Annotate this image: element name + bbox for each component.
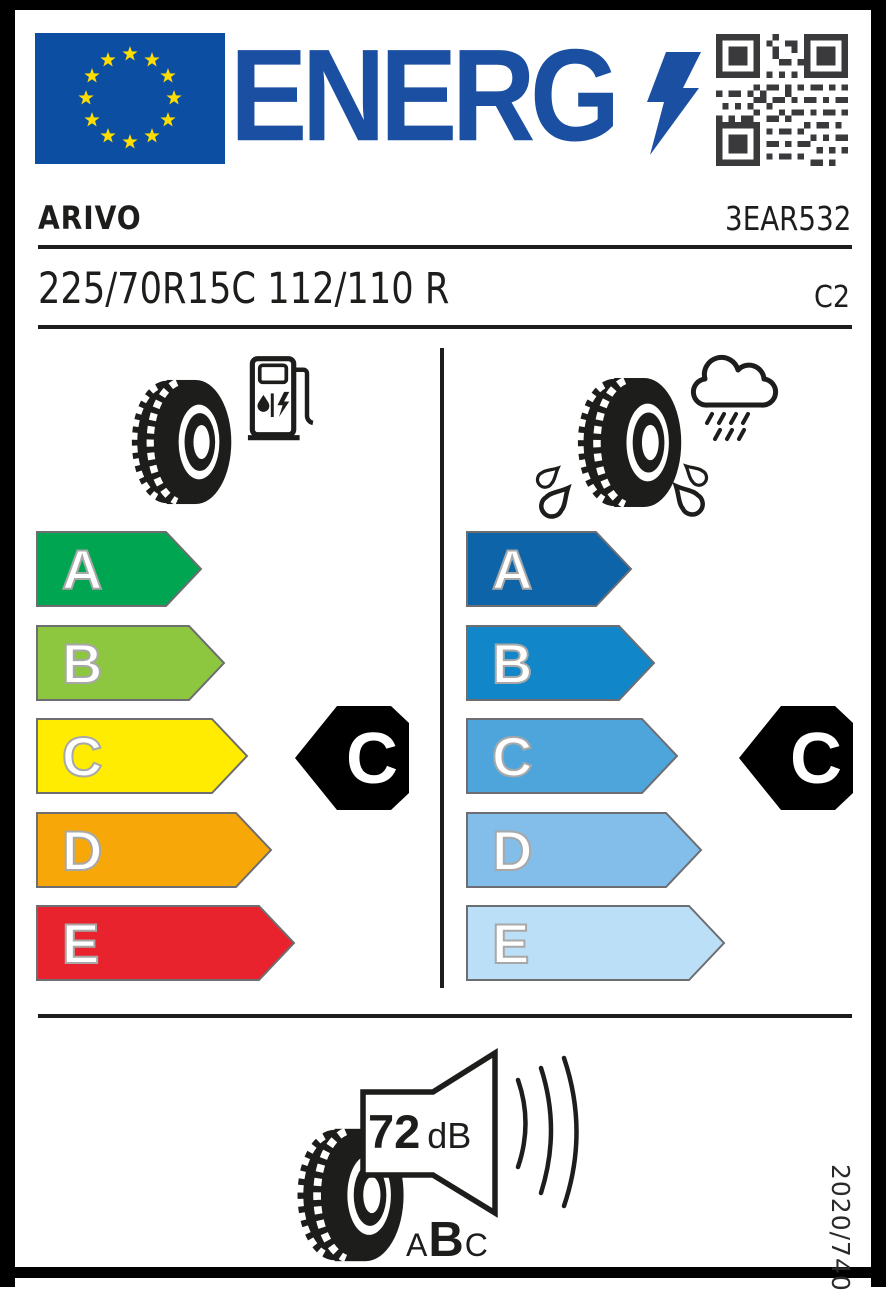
divider-rule-3 (38, 1014, 852, 1018)
fuel-grade-a-arrow (36, 531, 203, 607)
frame-left (0, 0, 15, 1287)
fuel-grade-c-arrow (36, 718, 249, 794)
noise-class-letters (406, 1212, 488, 1268)
fuel-grade-d-arrow (36, 812, 273, 888)
wet-grade-c-arrow (466, 718, 679, 794)
wet-grade-e-label: E (492, 912, 530, 975)
fuel-grade-e-label: E (62, 912, 100, 975)
energy-logo-text: ENERG (230, 21, 615, 169)
fuel-tire-icon (131, 372, 233, 512)
noise-class-a: A (406, 1227, 428, 1263)
fuel-grade-c-label: C (62, 725, 103, 788)
water-splash-icon (534, 456, 710, 518)
divider-rule-2 (38, 325, 852, 329)
fuel-pump-icon (247, 355, 319, 451)
wet-grade-c-label: C (492, 725, 533, 788)
noise-value-box (368, 1106, 493, 1158)
tire-class: C2 (813, 280, 850, 315)
frame-top (0, 0, 886, 10)
wet-rating-value: C (790, 719, 842, 799)
lightning-bolt-icon (646, 52, 704, 156)
tire-dimensions: 225/70R15C 112/110 R (38, 264, 450, 314)
noise-class-b: B (428, 1213, 464, 1267)
divider-rule-1 (38, 245, 852, 249)
column-divider (440, 348, 444, 988)
wet-grade-b-arrow (466, 625, 656, 701)
noise-class-c: C (464, 1227, 488, 1263)
brand-name: ARIVO (38, 199, 142, 237)
rain-cloud-icon (682, 350, 790, 446)
wet-grade-d-label: D (492, 819, 533, 882)
fuel-grade-b-arrow (36, 625, 226, 701)
wet-grade-e-arrow (466, 905, 726, 981)
qr-code (716, 34, 848, 166)
wet-grade-b-label: B (492, 632, 533, 695)
regulation-number: 2020/740 (826, 1164, 855, 1292)
fuel-grade-a-label: A (62, 538, 103, 601)
wet-grade-d-arrow (466, 812, 703, 888)
article-code: 3EAR532 (724, 199, 851, 238)
frame-bottom (0, 1267, 886, 1278)
fuel-rating-badge (295, 702, 410, 814)
fuel-rating-value: C (346, 719, 398, 799)
sound-waves (518, 1058, 577, 1206)
frame-right (871, 0, 886, 1287)
fuel-grade-e-arrow (36, 905, 296, 981)
noise-db-unit: dB (427, 1115, 472, 1156)
wet-grade-a-label: A (492, 538, 533, 601)
fuel-grade-b-label: B (62, 632, 103, 695)
noise-db-value: 72 (368, 1105, 421, 1158)
eu-flag-icon (35, 33, 225, 164)
wet-grade-a-arrow (466, 531, 633, 607)
fuel-grade-d-label: D (62, 819, 103, 882)
wet-rating-badge (739, 702, 854, 814)
